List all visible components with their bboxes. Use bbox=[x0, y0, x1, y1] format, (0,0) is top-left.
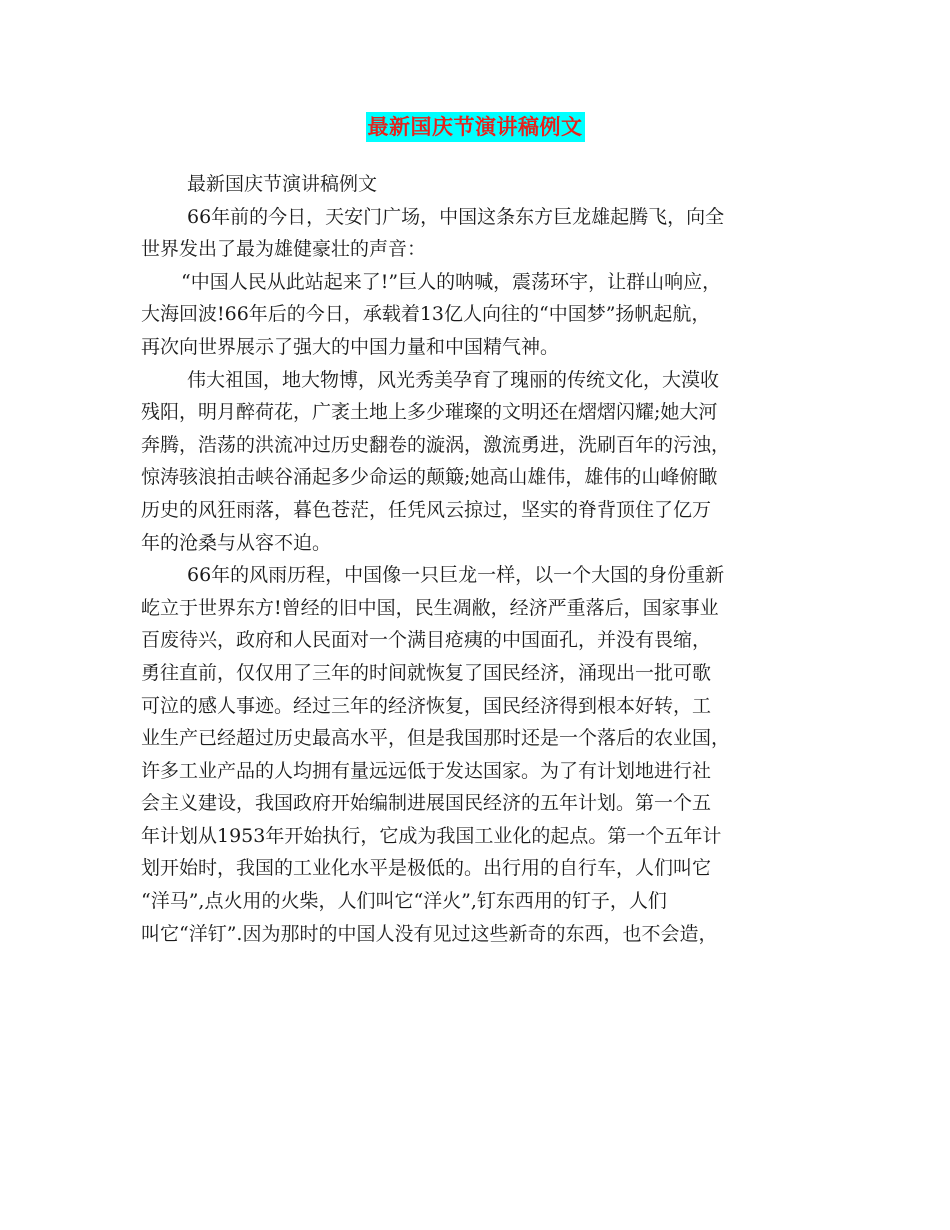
paragraph-line: 伟大祖国，地大物博，风光秀美孕育了瑰丽的传统文化，大漠收 bbox=[187, 368, 720, 391]
paragraph-line: 历史的风狂雨落，暮色苍茫，任凭风云掠过，坚实的脊背顶住了亿万 bbox=[141, 498, 712, 521]
paragraph-line: 百废待兴，政府和人民面对一个满目疮痍的中国面孔，并没有畏缩， bbox=[141, 629, 712, 652]
paragraph-line: 年的沧桑与从容不迫。 bbox=[141, 531, 332, 554]
title-container bbox=[0, 112, 950, 142]
paragraph-line: 屹立于世界东方!曾经的旧中国，民生凋敝，经济严重落后，国家事业 bbox=[141, 596, 719, 619]
paragraph-line: 世界发出了最为雄健豪壮的声音： bbox=[141, 238, 427, 261]
paragraph-line: 勇往直前，仅仅用了三年的时间就恢复了国民经济，涌现出一批可歌 bbox=[141, 661, 712, 684]
paragraph-line: “中国人民从此站起来了!”巨人的呐喊，震荡环宇，让群山响应， bbox=[181, 270, 722, 293]
paragraph-line: 叫它“洋钉”.因为那时的中国人没有见过这些新奇的东西，也不会造， bbox=[141, 922, 718, 945]
paragraph-line: 划开始时，我国的工业化水平是极低的。出行用的自行车，人们叫它 bbox=[141, 857, 712, 880]
paragraph-line: 年计划从1953年开始执行，它成为我国工业化的起点。第一个五年计 bbox=[141, 824, 722, 847]
paragraph-line: 奔腾，浩荡的洪流冲过历史翻卷的漩涡，激流勇进，洗刷百年的污浊， bbox=[141, 433, 731, 456]
paragraph-line: 可泣的感人事迹。经过三年的经济恢复，国民经济得到根本好转，工 bbox=[141, 694, 712, 717]
paragraph-line: 大海回波!66年后的今日，承载着13亿人向往的“中国梦”扬帆起航， bbox=[141, 303, 711, 326]
paragraph-line: “洋马”,点火用的火柴，人们叫它“洋火”,钉东西用的钉子，人们 bbox=[141, 890, 667, 913]
paragraph-line: 会主义建设，我国政府开始编制进展国民经济的五年计划。第一个五 bbox=[141, 792, 712, 815]
document-title: 最新国庆节演讲稿例文 bbox=[366, 112, 585, 142]
paragraph-line: 残阳，明月醉荷花，广袤土地上多少璀璨的文明还在熠熠闪耀;她大河 bbox=[141, 401, 718, 424]
paragraph-line: 惊涛骇浪拍击峡谷涌起多少命运的颠簸;她高山雄伟，雄伟的山峰俯瞰 bbox=[141, 466, 718, 489]
paragraph-line: 许多工业产品的人均拥有量远远低于发达国家。为了有计划地进行社 bbox=[141, 759, 712, 782]
document-body bbox=[141, 168, 821, 950]
paragraph-line: 再次向世界展示了强大的中国力量和中国精气神。 bbox=[141, 335, 560, 358]
paragraph-line: 66年的风雨历程，中国像一只巨龙一样，以一个大国的身份重新 bbox=[187, 564, 725, 587]
paragraph-line: 66年前的今日，天安门广场，中国这条东方巨龙雄起腾飞，向全 bbox=[187, 205, 725, 228]
paragraph-line: 业生产已经超过历史最高水平，但是我国那时还是一个落后的农业国， bbox=[141, 727, 731, 750]
subtitle-line: 最新国庆节演讲稿例文 bbox=[187, 173, 378, 195]
